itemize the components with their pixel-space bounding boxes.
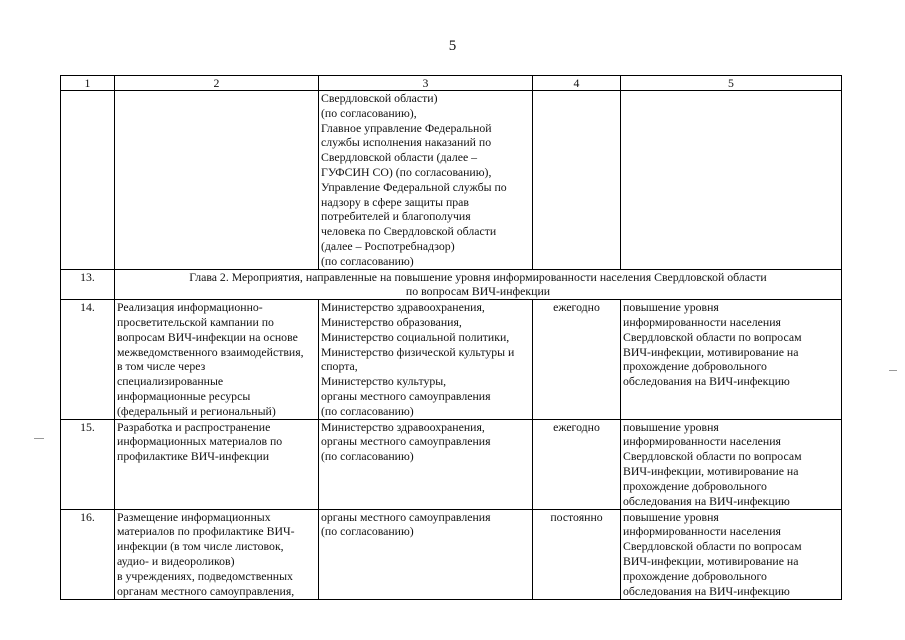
row-result bbox=[621, 419, 842, 509]
row-term: постоянно bbox=[533, 509, 621, 599]
text-line: обследования на ВИЧ-инфекцию bbox=[623, 583, 790, 598]
text-line: потребителей и благополучия bbox=[321, 209, 471, 224]
text-line: службы исполнения наказаний по bbox=[321, 135, 492, 150]
text-line: органы местного самоуправления bbox=[321, 388, 491, 403]
text-line: (далее – Роспотребнадзор) bbox=[321, 238, 455, 253]
text-line: обследования на ВИЧ-инфекцию bbox=[623, 374, 790, 389]
text-line: (федеральный и региональный) bbox=[117, 403, 276, 418]
text-line: ВИЧ-инфекции, мотивирование на bbox=[623, 344, 799, 359]
text-line: информированности населения bbox=[623, 434, 781, 449]
text-line: Свердловской области по вопросам bbox=[623, 539, 802, 554]
text-line: органам местного самоуправления, bbox=[117, 583, 295, 598]
text-line: прохождение добровольного bbox=[623, 478, 767, 493]
text-line: ГУФСИН СО) (по согласованию), bbox=[321, 164, 492, 179]
row-result bbox=[621, 91, 842, 270]
text-line: Свердловской области) bbox=[321, 91, 438, 105]
header-row bbox=[61, 76, 842, 91]
row-number: 16. bbox=[61, 509, 115, 599]
text-line: Министерство культуры, bbox=[321, 374, 447, 389]
text-line: органы местного самоуправления bbox=[321, 434, 491, 449]
row-result bbox=[621, 509, 842, 599]
text-line: Министерство здравоохранения, bbox=[321, 419, 485, 434]
text-line: (по согласованию), bbox=[321, 105, 417, 120]
text-line: повышение уровня bbox=[623, 300, 719, 315]
text-line: информационных материалов по bbox=[117, 434, 283, 449]
text-line: инфекции (в том числе листовок, bbox=[117, 539, 284, 554]
text-line: Министерство образования, bbox=[321, 314, 462, 329]
text-line: Разработка и распространение bbox=[117, 419, 271, 434]
row-number: 14. bbox=[61, 300, 115, 419]
row-activity bbox=[115, 300, 319, 419]
text-line: (по согласованию) bbox=[321, 253, 414, 268]
text-line: информированности населения bbox=[623, 314, 781, 329]
text-line: межведомственного взаимодействия, bbox=[117, 344, 304, 359]
text-line: Свердловской области (далее – bbox=[321, 150, 478, 165]
text-line: (по согласованию) bbox=[321, 403, 414, 418]
header-col-5: 5 bbox=[621, 76, 842, 91]
row-executors bbox=[319, 509, 533, 599]
text-line: спорта, bbox=[321, 359, 358, 374]
table-row bbox=[61, 509, 842, 599]
row-result bbox=[621, 300, 842, 419]
text-line: информационные ресурсы bbox=[117, 388, 251, 403]
text-line: ВИЧ-инфекции, мотивирование на bbox=[623, 553, 799, 568]
text-line: Глава 2. Мероприятия, направленные на повышение уровня информированности населения Свердловской области bbox=[189, 269, 767, 284]
text-line: (по согласованию) bbox=[321, 449, 414, 464]
text-line: профилактике ВИЧ-инфекции bbox=[117, 449, 270, 464]
text-line: специализированные bbox=[117, 374, 224, 389]
chapter-row bbox=[61, 269, 842, 300]
page-number: 5 bbox=[448, 38, 457, 54]
row-term: ежегодно bbox=[533, 419, 621, 509]
text-line: вопросам ВИЧ-инфекции на основе bbox=[117, 329, 298, 344]
text-line: аудио- и видеороликов) bbox=[117, 553, 235, 568]
text-line: Главное управление Федеральной bbox=[321, 120, 492, 135]
text-line: по вопросам ВИЧ-инфекции bbox=[405, 284, 551, 299]
text-line: ВИЧ-инфекции, мотивирование на bbox=[623, 463, 799, 478]
text-line: в учреждениях, подведомственных bbox=[117, 568, 293, 583]
row-term bbox=[533, 91, 621, 270]
chapter-title bbox=[115, 269, 842, 300]
row-number: 15. bbox=[61, 419, 115, 509]
text-line: прохождение добровольного bbox=[623, 359, 767, 374]
text-line: надзору в сфере защиты прав bbox=[321, 194, 469, 209]
text-line: Свердловской области по вопросам bbox=[623, 329, 802, 344]
row-number bbox=[61, 91, 115, 270]
text-line: (по согласованию) bbox=[321, 524, 414, 539]
continuation-row bbox=[61, 91, 842, 270]
text-line: материалов по профилактике ВИЧ- bbox=[117, 524, 295, 539]
row-executors bbox=[319, 419, 533, 509]
row-activity bbox=[115, 91, 319, 270]
text-line: Министерство социальной политики, bbox=[321, 329, 510, 344]
text-line: информированности населения bbox=[623, 524, 781, 539]
text-line: в том числе через bbox=[117, 359, 206, 374]
text-line: органы местного самоуправления bbox=[321, 509, 491, 524]
header-col-1: 1 bbox=[61, 76, 115, 91]
row-term: ежегодно bbox=[533, 300, 621, 419]
table-row bbox=[61, 419, 842, 509]
header-col-3: 3 bbox=[319, 76, 533, 91]
scan-artifact-left bbox=[34, 438, 44, 439]
scan-artifact-right bbox=[889, 370, 897, 371]
text-line: Размещение информационных bbox=[117, 509, 271, 524]
header-col-2: 2 bbox=[115, 76, 319, 91]
text-line: Министерство физической культуры и bbox=[321, 344, 515, 359]
text-line: просветительской кампании по bbox=[117, 314, 274, 329]
text-line: Министерство здравоохранения, bbox=[321, 300, 485, 315]
text-line: Управление Федеральной службы по bbox=[321, 179, 507, 194]
row-executors bbox=[319, 300, 533, 419]
header-col-4: 4 bbox=[533, 76, 621, 91]
table-row bbox=[61, 300, 842, 419]
text-line: обследования на ВИЧ-инфекцию bbox=[623, 493, 790, 508]
text-line: повышение уровня bbox=[623, 509, 719, 524]
row-executors bbox=[319, 91, 533, 270]
activities-table bbox=[60, 75, 842, 600]
text-line: Свердловской области по вопросам bbox=[623, 449, 802, 464]
text-line: Реализация информационно- bbox=[117, 300, 263, 315]
text-line: прохождение добровольного bbox=[623, 568, 767, 583]
row-activity bbox=[115, 419, 319, 509]
row-activity bbox=[115, 509, 319, 599]
text-line: человека по Свердловской области bbox=[321, 224, 497, 239]
row-number: 13. bbox=[61, 269, 115, 300]
text-line: повышение уровня bbox=[623, 419, 719, 434]
